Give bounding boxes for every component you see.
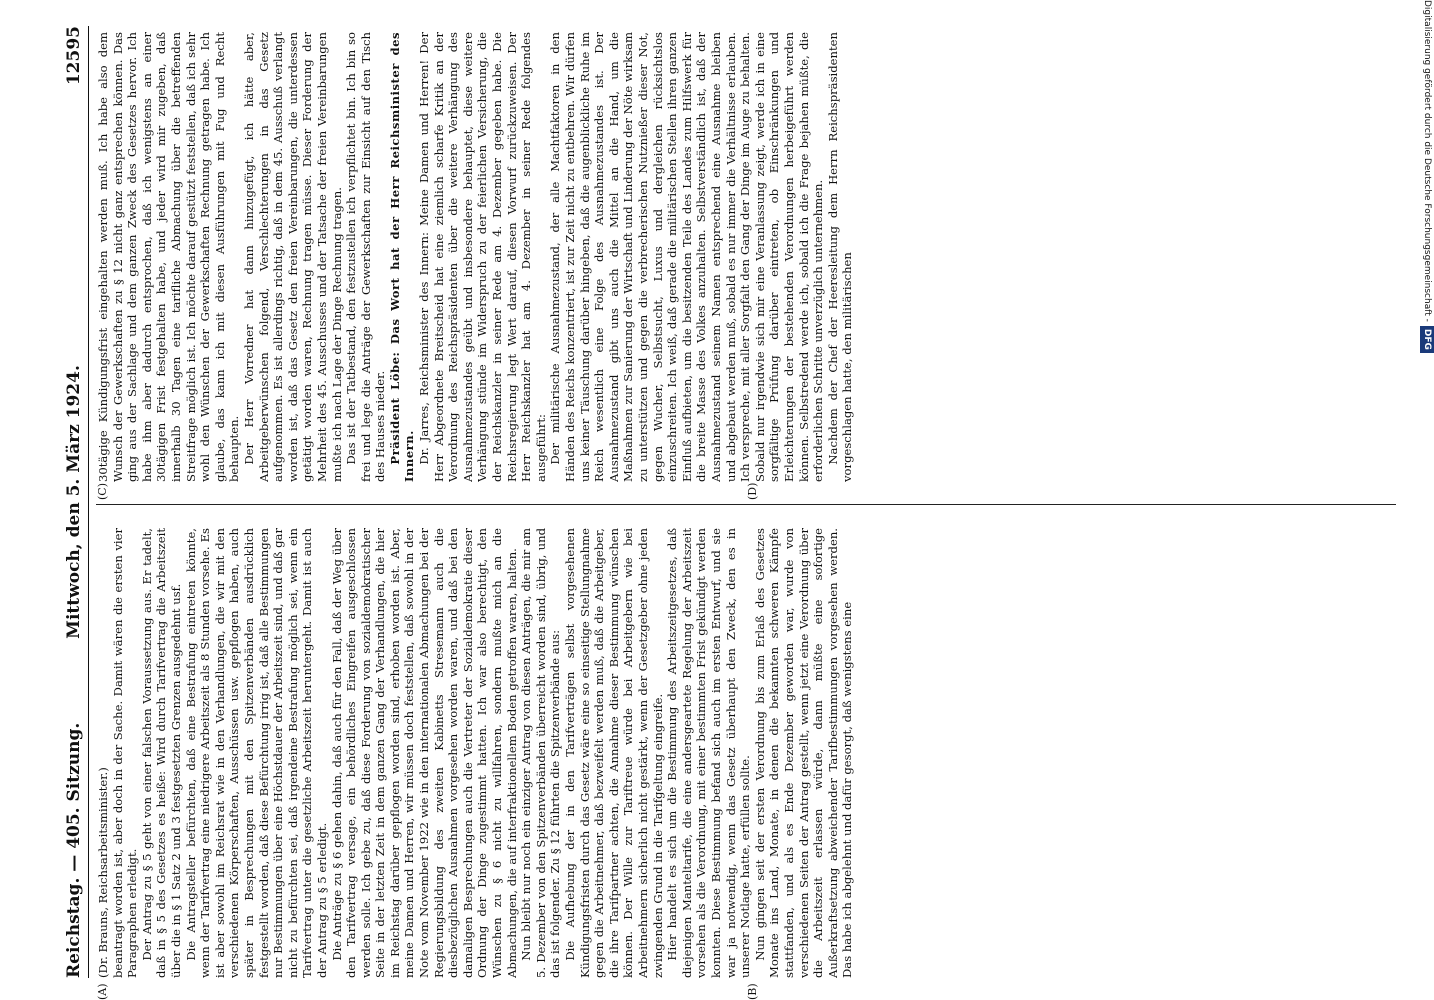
speaker-paragraph: Präsident Löbe: Das Wort hat der Herr Reichsminister des Innern. [387, 32, 417, 482]
paragraph: Nun bleibt nur noch ein einziger Antrag von diesen Anträgen, die mir am 5. Dezember von den Spitzenverbänden überreicht worden sind, übrig, und das ist folgender. Zu § 12 führten die Spitzenverbände aus: [519, 528, 563, 978]
dfg-credit-text: Digitalisierung gefördert durch die Deutsche Forschungsgemeinschaft - [1422, 0, 1432, 322]
quote-paragraph: Die Aufhebung der in den Tarifverträgen selbst vorgesehenen Kündigungsfristen durch das Gesetz wäre eine so einseitige Stellungnahme gegen die Arbeitnehmer, daß bezweifelt werden muß, daß die Arbeitgeber, die ihre Tarifpartner achten, die Annahme dieser Bestimmung wünschen können. Der Wille zur Tariftreue würde bei Arbeitgebern wie bei Arbeitnehmern sicherlich nicht gestärkt, wenn der Gesetzgeber ohne jeden zwingenden Grund in die Tarifgeltung eingreife. [563, 528, 665, 978]
dfg-credit [1420, 0, 1434, 1000]
header-center: Mittwoch, den 5. März 1924. [64, 365, 84, 639]
page-content [58, 26, 1418, 1000]
right-column [96, 32, 1396, 482]
paragraph: Der Antrag zu § 5 geht von einer falschen Voraussetzung aus. Er tadelt, daß in § 5 des Gesetzes es heiße: Wird durch Tarifvertrag die Arbeitszeit über die in § 1 Satz 2 und 3 festgesetzten Grenzen ausgedehnt usf. [139, 528, 183, 978]
paragraph: 30tägige Kündigungsfrist eingehalten werden muß. Ich habe also dem Wunsch der Gewerkschaften zu § 12 nicht ganz entsprechen können. Das ging aus der Sachlage und dem ganzen Zweck des Gesetzes hervor. Ich habe ihm aber dadurch entsprochen, daß ich wenigstens an einer 30tägigen Frist festgehalten habe, und jeder wird mir zugeben, daß innerhalb 30 Tagen eine tarifliche Abmachung über die betreffenden Streitfrage möglich ist. Ich möchte darauf gestützt feststellen, daß ich sehr wohl den Wünschen der Gewerkschaften Rechnung getragen habe. Ich glaube, das kann ich mit diesen Ausführungen mit Fug und Recht behaupten. [96, 32, 242, 482]
paragraph: Der Herr Vorredner hat dann hinzugefügt, ich hätte aber, Arbeitgeberwünschen folgend, Verschlechterungen in das Gesetz aufgenommen. Es ist allerdings richtig, daß in dem 45. Ausschuß verlangt worden ist, daß das Gesetz den freien Vereinbarungen, die unterdessen getätigt worden waren, Rechnung tragen müsse. Dieser Forderung der Mehrheit des 45. Ausschusses und der Tatsache der freien Vereinbarungen mußte ich nach Lage der Dinge Rechnung tragen. [241, 32, 344, 482]
paragraph: Das ist der Tatbestand, den festzustellen ich verpflichtet bin. Ich bin so frei und lege die Anträge der Gewerkschaften zur Einsicht auf den Tisch des Hauses nieder. [344, 32, 388, 482]
rotated-page-content [40, 0, 1420, 1000]
paragraph: (Dr. Brauns, Reichsarbeitsminister.) [96, 767, 110, 978]
paragraph: Nachdem der Chef der Heeresleitung dem Herrn Reichspräsidenten vorgeschlagen hatte, den militärischen [825, 32, 855, 482]
paragraph: Nun gingen seit der ersten Verordnung bis zum Erlaß des Gesetzes Monate ins Land, Monate, in denen die bekannten schweren Kämpfe stattfanden, und als es Ende Dezember geworden war, wurde von verschiedenen Seiten der Antrag gestellt, wenn jetzt eine Verordnung über die Arbeitszeit erlassen würde, dann müßte eine sofortige Außerkraftsetzung abweichender Tarifbestimmungen vorgesehen werden. Das habe ich abgelehnt und dafür gesorgt, daß wenigstens eine [752, 528, 855, 978]
margin-label-a: (A) [96, 983, 109, 1000]
left-column [96, 528, 1396, 978]
dfg-logo: DFG [1420, 326, 1434, 353]
margin-label-d: (D) [746, 482, 759, 500]
paragraph: Die Anträge zu § 6 gehen dahin, daß auch für den Fall, daß der Weg über den Tarifvertrag versage, ein behördliches Eingreifen ausgeschlossen werden solle. Ich gebe zu, daß diese Forderung von sozialdemokratischer Seite in der letzten Zeit in dem ganzen Gang der Verhandlungen, die hier im Reichstag darüber gepflogen worden sind, erhoben worden ist. Aber, meine Damen und Herren, wir müssen doch feststellen, daß sowohl in der Note vom November 1922 wie in den internationalen Abmachungen bei der Regierungsbildung des zweiten Kabinetts Stresemann auch die diesbezüglichen Ausnahmen vorgesehen worden waren, und daß bei den damaligen Besprechungen auch die Vertreter der Sozialdemokratie dieser Ordnung der Dinge zugestimmt hatten. Ich war also berechtigt, den Wünschen zu § 6 nicht zu willfahren, sondern mußte mich an die Abmachungen, die auf interfraktionellem Boden getroffen waren, halten. [329, 528, 519, 978]
page-number: 12595 [64, 26, 84, 86]
margin-label-c: (C) [96, 483, 109, 500]
quote-paragraph: Der militärische Ausnahmezustand, der alle Machtfaktoren in den Händen des Reichs konzentriert, ist zur Zeit nicht zu entbehren. Wir dürfen uns keiner Täuschung darüber hingeben, daß die augenblickliche Ruhe im Reich wesentlich eine Folge des Ausnahmezustandes ist. Der Ausnahmezustand gibt uns auch die Mittel an die Hand, um die Maßnahmen zur Sanierung der Wirtschaft und Linderung der Nöte wirksam zu unterstützen und gegen die verbrecherischen Nutznießer dieser Not, gegen Wucher, Selbstsucht, Luxus und dergleichen rücksichtslos einzuschreiten. Ich weiß, daß gerade die militärischen Stellen ihren ganzen Einfluß aufbieten, um die besitzenden Teile des Landes zum Hilfswerk für die breite Masse des Volkes anzuhalten. Selbstverständlich ist, daß der Ausnahmezustand seinem Namen entsprechend eine Ausnahme bleiben und abgebaut werden muß, sobald es nur immer die Verhältnisse erlauben. Ich verspreche, mit aller Sorgfalt den Gang der Dinge im Auge zu behalten. Sobald nur irgendwie sich mir eine Veranlassung zeigt, werde ich in eine sorgfältige Prüfung darüber eintreten, ob Einschränkungen und Erleichterungen der bestehenden Verordnungen herbeigeführt werden können. Selbstredend werde ich, sobald ich die Frage bejahen müßte, die erforderlichen Schritte unverzüglich unternehmen. [548, 32, 826, 482]
text-body [96, 26, 1396, 1000]
paragraph: Die Antragsteller befürchten, daß eine Bestrafung eintreten könnte, wenn der Tarifvertrag eine niedrigere Arbeitszeit als 8 Stunden vorsehe. Es ist aber sowohl im Reichsrat wie in den Verhandlungen, die wir mit den verschiedenen Körperschaften, Ausschüssen usw. gepflogen haben, auch später in Besprechungen mit den Spitzenverbänden ausdrücklich festgestellt worden, daß diese Befürchtung irrig ist, daß alle Bestimmungen nur Bestimmungen über eine Höchstdauer der Arbeitszeit sind, und daß gar nicht zu befürchten sei, daß irgendeine Bestrafung möglich sei, wenn ein Tarifvertrag unter die gesetzliche Arbeitszeit heruntergeht. Damit ist auch der Antrag zu § 5 erledigt. [183, 528, 329, 978]
header-left: Reichstag. — 405. Sitzung. [64, 722, 84, 978]
speaker-paragraph: Dr. Jarres, Reichsminister des Innern: Meine Damen und Herren! Der Herr Abgeordnete Breitscheid hat eine ziemlich scharfe Kritik an der Verordnung des Reichspräsidenten über die weitere Verhängung des Ausnahmezustandes geübt und insbesondere behauptet, diese weitere Verhängung stünde im Widerspruch zu der feierlichen Versicherung, die der Reichskanzler in seiner Rede am 4. Dezember gegeben habe. Die Reichsregierung legt Wert darauf, diesen Vorwurf zurückzuweisen. Der Herr Reichskanzler hat am 4. Dezember in seiner Rede folgendes ausgeführt: [417, 32, 548, 482]
page-header [58, 26, 84, 978]
dfg-credit-strip [1420, 0, 1434, 1000]
paragraph: beantragt worden ist, aber doch in der Sache. Damit wären die ersten vier Paragraphen erledigt. [110, 528, 140, 978]
paragraph: Hier handelt es sich um die Bestimmung des Arbeitszeitgesetzes, daß diejenigen Manteltarife, die eine andersgeartete Regelung der Arbeitszeit vorsehen als die Verordnung, mit einer bestimmten Frist gekündigt werden konnten. Diese Bestimmung befand sich auch im ersten Entwurf, und sie war ja notwendig, wenn das Gesetz überhaupt den Zweck, den es in unserer Notlage hatte, erfüllen sollte. [665, 528, 753, 978]
column-divider [96, 504, 1396, 505]
margin-label-b: (B) [746, 983, 759, 1000]
header-rule [88, 26, 89, 978]
